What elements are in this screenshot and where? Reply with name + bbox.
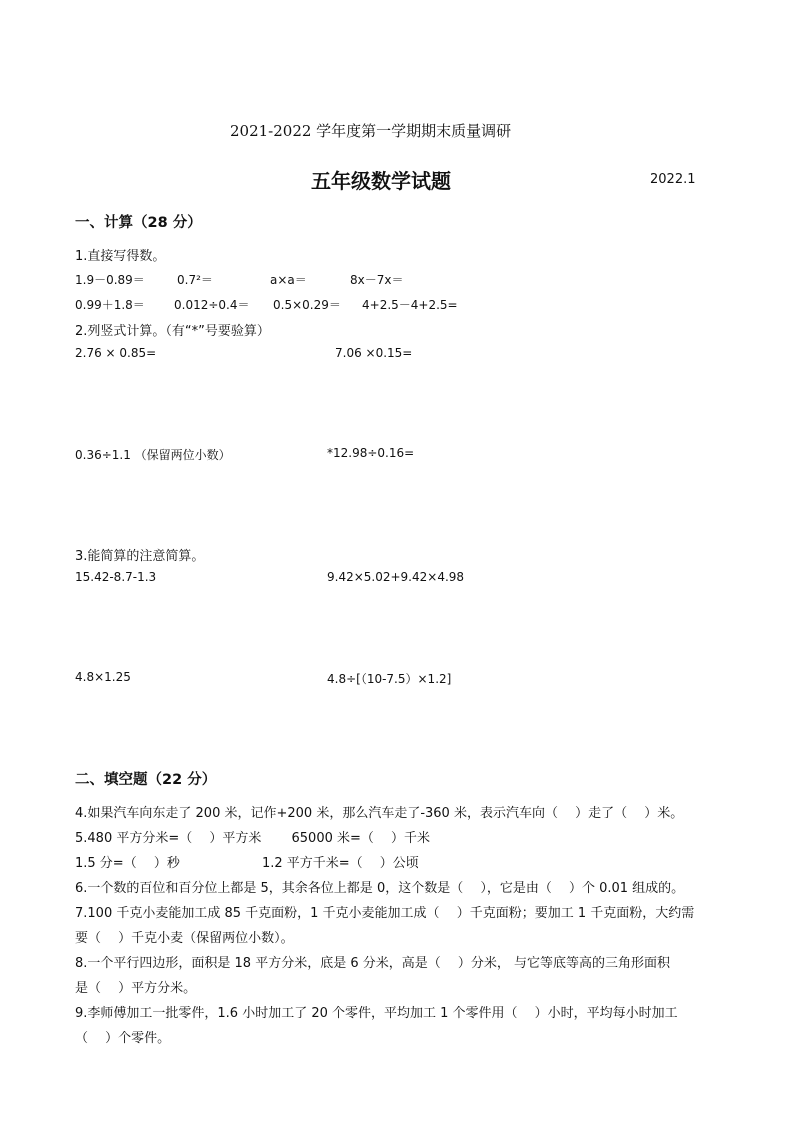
q1-item: 0.012÷0.4＝: [174, 298, 250, 312]
q3-item: 9.42×5.02+9.42×4.98: [327, 570, 465, 584]
fill-in-line: 6.一个数的百位和百分位上都是 5，其余各位上都是 0，这个数是（ ），它是由（ ）个 0.01 组成的。: [75, 881, 685, 896]
fill-in-line: 4.如果汽车向东走了 200 米，记作+200 米，那么汽车走了-360 米，表示汽车向（ ）走了（ ）米。: [75, 806, 684, 821]
fill-in-line: （ ）个零件。: [75, 1031, 171, 1046]
question-2-label: 2.列竖式计算。（有“*”号要验算）: [75, 324, 270, 339]
fill-in-line: 是（ ）平方分米。: [75, 981, 197, 996]
question-3-label: 3.能简算的注意简算。: [75, 549, 205, 564]
q2-item: 7.06 ×0.15=: [335, 346, 413, 360]
q1-item: 1.9－0.89＝: [75, 273, 145, 287]
fill-in-line: 8.一个平行四边形，面积是 18 平方分米，底是 6 分米，高是（ ）分米， 与它等底等高的三角形面积: [75, 956, 671, 971]
q2-item: *12.98÷0.16=: [327, 446, 415, 460]
exam-subtitle: 2021-2022 学年度第一学期期末质量调研: [230, 122, 512, 140]
q1-item: 8x－7x＝: [350, 273, 404, 287]
exam-title: 五年级数学试题: [311, 169, 451, 193]
section-heading-fill-in: 二、填空题（22 分）: [75, 772, 217, 788]
q3-item: 4.8÷[（10-7.5）×1.2]: [327, 672, 452, 686]
fill-in-line: 要（ ）千克小麦（保留两位小数）。: [75, 931, 294, 946]
q2-item: 0.36÷1.1 （保留两位小数）: [75, 448, 231, 462]
q2-item: 2.76 × 0.85=: [75, 346, 157, 360]
q1-item: 0.5×0.29＝: [273, 298, 341, 312]
fill-in-line: 9.李师傅加工一批零件，1.6 小时加工了 20 个零件，平均加工 1 个零件用（ ）小时，平均每小时加工: [75, 1006, 678, 1021]
fill-in-line: 5.480 平方分米=（ ）平方米 65000 米=（ ）千米: [75, 831, 431, 846]
q3-item: 15.42-8.7-1.3: [75, 570, 157, 584]
q1-item: 4+2.5－4+2.5=: [362, 298, 458, 312]
fill-in-line: 1.5 分=（ ）秒 1.2 平方千米=（ ）公顷: [75, 856, 419, 871]
q1-item: 0.7²＝: [177, 273, 213, 287]
q1-item: a×a＝: [270, 273, 307, 287]
question-1-label: 1.直接写得数。: [75, 249, 166, 264]
q3-item: 4.8×1.25: [75, 670, 131, 684]
exam-date: 2022.1: [650, 172, 696, 187]
fill-in-line: 7.100 千克小麦能加工成 85 千克面粉，1 千克小麦能加工成（ ）千克面粉；要加工 1 千克面粉，大约需: [75, 906, 695, 921]
q1-item: 0.99＋1.8＝: [75, 298, 145, 312]
section-heading-calculation: 一、计算（28 分）: [75, 215, 202, 231]
